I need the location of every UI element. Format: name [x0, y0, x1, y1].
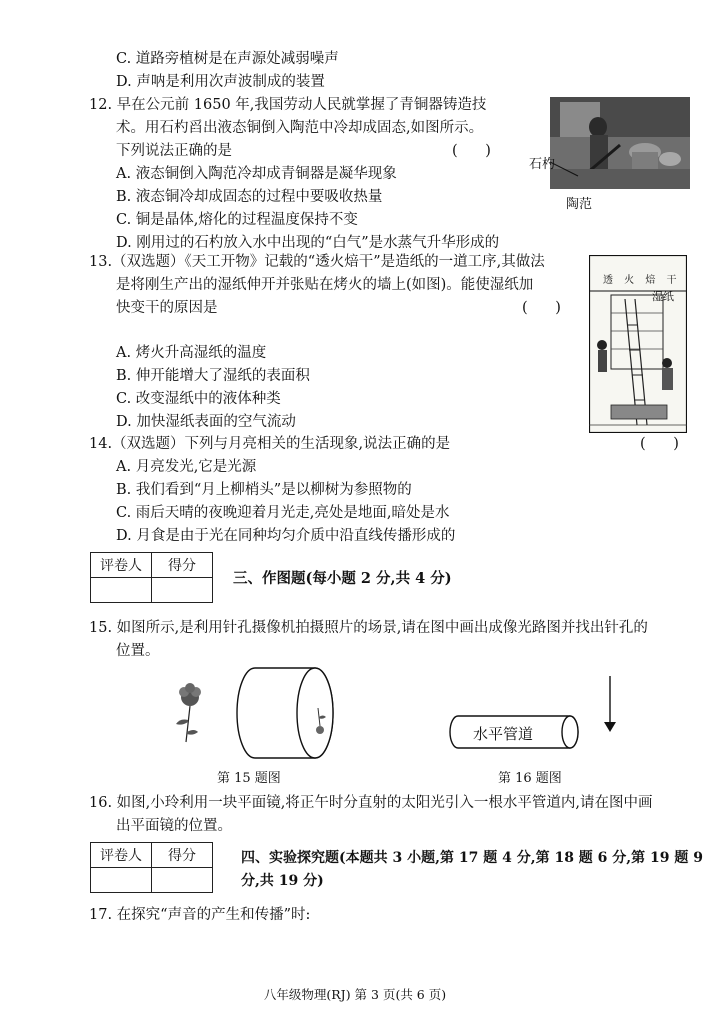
- section3-score-header: 得分: [152, 553, 213, 578]
- q16-pipe-label: 水平管道: [473, 725, 534, 743]
- q14-option-b: B. 我们看到“月上柳梢头”是以柳树为参照物的: [116, 482, 412, 498]
- page-footer: 八年级物理(RJ) 第 3 页(共 6 页): [263, 987, 447, 1002]
- section4-title-line1: 四、实验探究题(本题共 3 小题,第 17 题 4 分,第 18 题 6 分,第 19 题 9: [241, 850, 704, 866]
- section4-grader-header: 评卷人: [91, 843, 152, 868]
- q12-option-b: B. 液态铜冷却成固态的过程中要吸收热量: [116, 189, 383, 205]
- q12-option-d: D. 刚用过的石杓放入水中出现的“白气”是水蒸气升华形成的: [116, 235, 500, 251]
- q16-stem-line1: 16. 如图,小玲利用一块平面镜,将正午时分直射的太阳光引入一根水平管道内,请在图中画: [89, 795, 653, 811]
- section3-score-cell[interactable]: [152, 578, 213, 603]
- section4-score-header: 得分: [152, 843, 213, 868]
- q12-answer-paren: ( ): [452, 143, 491, 159]
- q15-pinhole-camera-figure: [160, 662, 350, 764]
- section4-score-table: [90, 842, 213, 893]
- q12-leader-line: [550, 160, 580, 180]
- q14-answer-paren: ( ): [640, 436, 679, 452]
- q13-stem-line2: 是将刚生产出的湿纸伸开并张贴在烤火的墙上(如图)。能使湿纸加: [116, 277, 534, 293]
- q17-stem-line1: 17. 在探究“声音的产生和传播”时:: [89, 907, 311, 923]
- q11-option-d: D. 声呐是利用次声波制成的装置: [116, 74, 325, 90]
- q16-pipe-figure: [440, 672, 630, 762]
- q12-option-c: C. 铜是晶体,熔化的过程温度保持不变: [116, 212, 358, 228]
- q13-option-c: C. 改变湿纸中的液体种类: [116, 391, 281, 407]
- q13-label-wet-paper: 湿纸: [652, 290, 674, 303]
- q12-option-a: A. 液态铜倒入陶范冷却成青铜器是凝华现象: [116, 166, 397, 182]
- q12-stem-line3: 下列说法正确的是: [116, 143, 232, 159]
- q13-option-a: A. 烤火升高湿纸的温度: [116, 345, 267, 361]
- q13-option-d: D. 加快湿纸表面的空气流动: [116, 414, 296, 430]
- flower-icon: [176, 683, 201, 742]
- section4-title-line2: 分,共 19 分): [241, 873, 324, 889]
- q16-stem-line2: 出平面镜的位置。: [116, 818, 232, 834]
- q14-option-a: A. 月亮发光,它是光源: [116, 459, 257, 475]
- q13-stem-line1: 13.（双选题）《天工开物》记载的“透火焙干”是造纸的一道工序,其做法: [89, 254, 545, 270]
- q15-stem-line2: 位置。: [116, 643, 160, 659]
- sunlight-arrow-icon: [604, 722, 616, 732]
- q12-label-mold: 陶范: [566, 197, 593, 212]
- q12-stem-line2: 术。用石杓舀出液态铜倒入陶范中冷却成固态,如图所示。: [116, 120, 484, 136]
- q11-option-c: C. 道路旁植树是在声源处减弱噪声: [116, 51, 339, 67]
- q16-caption: 第 16 题图: [498, 771, 562, 786]
- q13-figure-title: 透 火 焙 干: [603, 275, 681, 286]
- section4-grader-cell[interactable]: [91, 868, 152, 893]
- section4-score-cell[interactable]: [152, 868, 213, 893]
- q14-stem-line1: 14.（双选题）下列与月亮相关的生活现象,说法正确的是: [89, 436, 451, 452]
- q15-caption: 第 15 题图: [217, 771, 281, 786]
- q15-stem-line1: 15. 如图所示,是利用针孔摄像机拍摄照片的场景,请在图中画出成像光路图并找出针孔的: [89, 620, 648, 636]
- q12-stem-line1: 12. 早在公元前 1650 年,我国劳动人民就掌握了青铜器铸造技: [89, 97, 487, 113]
- section3-grader-cell[interactable]: [91, 578, 152, 603]
- section3-grader-header: 评卷人: [91, 553, 152, 578]
- section3-score-table: [90, 552, 213, 603]
- q14-option-c: C. 雨后天晴的夜晚迎着月光走,亮处是地面,暗处是水: [116, 505, 450, 521]
- q14-option-d: D. 月食是由于光在同种均匀介质中沿直线传播形成的: [116, 528, 456, 544]
- q13-option-b: B. 伸开能增大了湿纸的表面积: [116, 368, 310, 384]
- q13-stem-line3: 快变干的原因是: [116, 300, 218, 316]
- section3-title: 三、作图题(每小题 2 分,共 4 分): [233, 570, 452, 587]
- q13-answer-paren: ( ): [522, 300, 561, 316]
- q12-label-ladle: 石杓: [529, 157, 556, 172]
